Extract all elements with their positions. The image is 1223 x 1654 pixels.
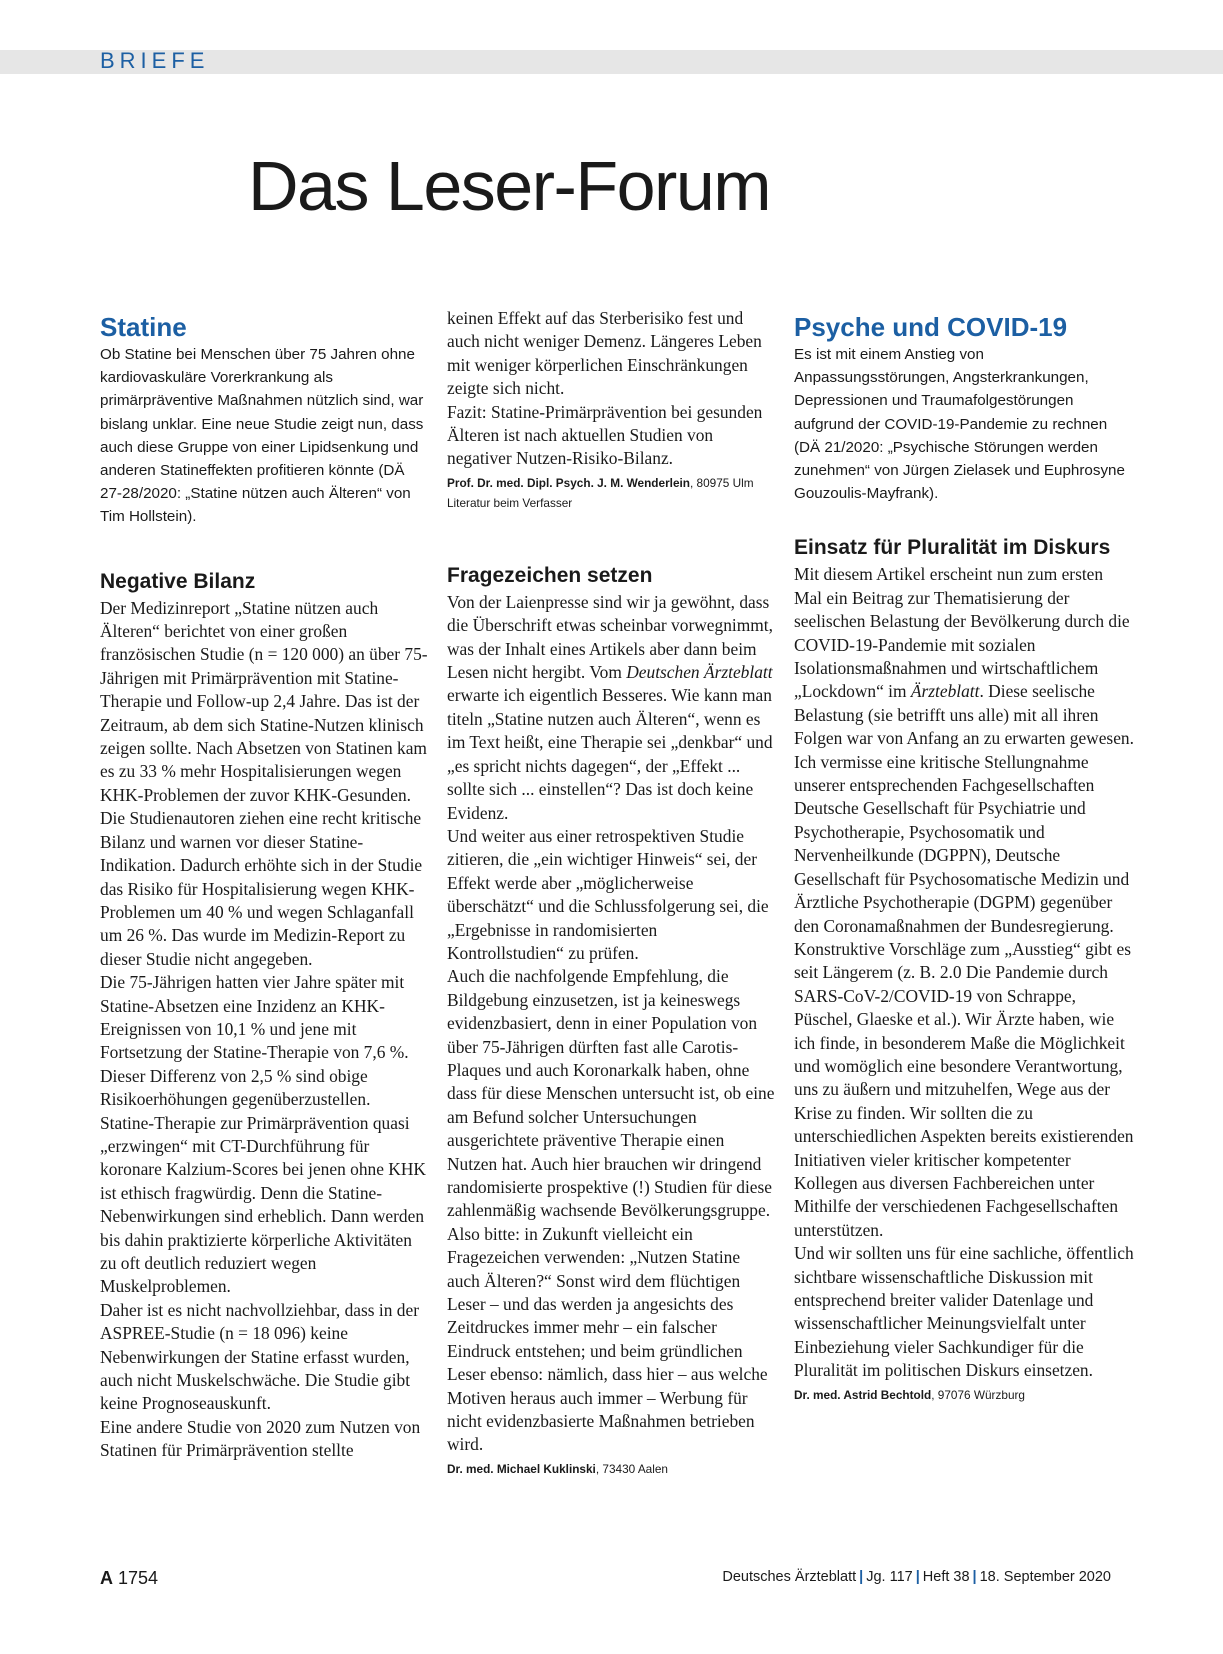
letter-paragraph: keinen Effekt auf das Sterberisiko fest und auch nicht weniger Demenz. Längeres Leben mit weniger körperlichen Einschränkungen zeigte sich nicht. (447, 308, 762, 399)
letter-paragraph: Der Medizinreport „Statine nützen auch Älteren“ berichtet von einer großen französischen Studie (n = 120 000) an über 75-Jährigen mit Primärprävention mit Statine-Therapie und Follow-up 2,4 Jahre. Das ist der Zeitraum, ab dem sich Statine-Nutzen klinisch zeigen sollte. Nach Absetzen von Statinen kam es zu 33 % mehr Hospitalisierungen wegen KHK-Problemen der zuvor KHK-Gesunden. Die Studienautoren ziehen eine recht kritische Bilanz und warnen vor dieser Statine-Indikation. Dadurch erhöhte sich in der Studie das Risiko für Hospitalisierung wegen KHK-Problemen um 40 % und wegen Schlaganfall um 26 %. Das wurde im Medizin-Report zu dieser Studie nicht angegeben. (100, 597, 428, 969)
signature (794, 1385, 1134, 1405)
letter-paragraph: Fazit: Statine-Primärprävention bei gesunden Älteren ist nach aktuellen Studien von negativer Nutzen-Risiko-Bilanz. (447, 401, 763, 469)
footer-separator: | (859, 1569, 864, 1585)
teaser-text-psyche: Es ist mit einem Anstieg von Anpassungsstörungen, Angsterkrankungen, Depressionen und Traumafolgestörungen aufgrund der COVID-19-Pandemie zu rechnen (DÄ 21/2020: „Psychische Störungen werden zunehmen“ von Jürgen Zielasek und Euphrosyne Gouzoulis-Mayfrank). (794, 346, 1125, 503)
journal-volume: Jg. 117 (866, 1569, 913, 1585)
letter-paragraph: Und weiter aus einer retrospektiven Studie zitieren, die „ein wichtiger Hinweis“ sei, der Effekt werde aber „möglicherweise überschätzt“ und die Schlussfolgerung sei, die „Ergebnisse in randomisierten Kontrollstudien“ zu prüfen. (447, 825, 769, 963)
letter-paragraph: Und wir sollten uns für eine sachliche, öffentlich sichtbare wissenschaftliche Diskussion mit entsprechend breiter valider Datenlage und wissenschaftlicher Meinungsvielfalt unter Einbeziehung vieler Sachkundiger für die Pluralität im politischen Diskurs einsetzen. (794, 1243, 1134, 1381)
signature-place: , 80975 Ulm (690, 475, 754, 490)
signature-place: , 73430 Aalen (595, 1461, 668, 1476)
journal-name-italic: Ärzteblatt (910, 681, 980, 702)
journal-issue: Heft 38 (922, 1569, 970, 1585)
footer-separator: | (972, 1569, 977, 1585)
letter-title-pluralitaet: Einsatz für Pluralität im Diskurs (794, 536, 1111, 560)
journal-name: Deutsches Ärzteblatt (722, 1569, 857, 1585)
signature (447, 473, 777, 493)
letter-paragraph: Daher ist es nicht nachvollziehbar, dass in der ASPREE-Studie (n = 18 096) keine Nebenwirkungen der Statine erfasst wurden, auch nicht Muskelschwäche. Die Studie gibt keine Prognoseauskunft. (100, 1299, 419, 1414)
journal-date: 18. September 2020 (979, 1569, 1111, 1585)
letter-paragraph: Mit diesem Artikel erscheint nun zum ersten Mal ein Beitrag zur Thematisierung der seelischen Belastung der Bevölkerung durch die COVID-19-Pandemie mit sozialen Isolationsmaßnahmen und wirtschaftlichem „Lockdown“ im Ärzteblatt. Diese seelische Belastung (sie betrifft uns alle) mit all ihren Folgen war von Anfang an zu erwarten gewesen. Ich vermisse eine kritische Stellungnahme unserer entsprechenden Fachgesellschaften Deutsche Gesellschaft für Psychiatrie und Psychotherapie, Psychosomatik und Nervenheilkunde (DGPPN), Deutsche Gesellschaft für Psychosomatische Medizin und Ärztliche Psychotherapie (DGPM) gegenüber den Coronamaßnahmen der Bundesregierung. Konstruktive Vorschläge zum „Ausstieg“ gibt es seit Längerem (z. B. 2.0 Die Pandemie durch SARS-CoV-2/COVID-19 von Schrappe, Püschel, Glaeske et al.). Wir Ärzte haben, wie ich finde, in besonderem Maße die Möglichkeit und womöglich eine besondere Verantwortung, uns zu äußern und mitzuhelfen, Wege aus der Krise zu finden. Wir sollten die zu unterschiedlichen Aspekten bereits existierenden Initiativen vieler kritischer kompetenter Kollegen aus diversen Fachbereichen unter Mithilfe der verschiedenen Fachgesellschaften unterstützen. (794, 564, 1134, 1240)
signature-name: Dr. med. Michael Kuklinski (447, 1461, 596, 1476)
column-3 (794, 311, 1134, 1405)
section-label: BRIEFE (100, 48, 210, 73)
teaser-text-statine: Ob Statine bei Menschen über 75 Jahren ohne kardiovaskuläre Vorerkrankung als primärpräventive Maßnahmen nützlich sind, war bislang unklar. Eine neue Studie zeigt nun, dass auch diese Gruppe von einer Lipidsenkung und anderen Statineffekten profitieren könnte (DÄ 27-28/2020: „Statine nützen auch Älteren“ von Tim Hollstein). (100, 346, 424, 526)
letter-paragraph: Statine-Therapie zur Primärprävention quasi „erzwingen“ mit CT-Durchführung für koronare Kalzium-Scores bei jenen ohne KHK ist ethisch fragwürdig. Denn die Statine-Nebenwirkungen sind erheblich. Dann werden bis dahin praktizierte körperliche Aktivitäten zu oft deutlich reduziert wegen Muskelproblemen. (100, 1112, 426, 1297)
signature-place: , 97076 Würzburg (931, 1387, 1025, 1402)
letter-paragraph: Also bitte: in Zukunft vielleicht ein Fragezeichen verwenden: „Nutzen Statine auch Älteren?“ Sonst wird dem flüchtigen Leser – und das werden ja angesichts des Zeitdruckes immer mehr – ein falscher Eindruck entstehen; und beim gründlichen Leser ebenso: nämlich, dass hier – aus welche Motiven heraus auch immer – Werbung für nicht evidenzbasierte Maßnahmen betrieben wird. (447, 1223, 768, 1455)
page-number: A 1754 (100, 1568, 159, 1588)
teaser-title-psyche: Psyche und COVID-19 (794, 312, 1068, 342)
letter-title-fragezeichen: Fragezeichen setzen (447, 563, 653, 587)
page-title: Das Leser-Forum (248, 147, 771, 225)
letter-paragraph: Die 75-Jährigen hatten vier Jahre später mit Statine-Absetzen eine Inzidenz an KHK-Ereignissen von 10,1 % und jene mit Fortsetzung der Statine-Therapie von 7,6 %. Dieser Differenz von 2,5 % sind obige Risikoerhöhungen gegenüberzustellen. (100, 972, 409, 1110)
signature-name: Prof. Dr. med. Dipl. Psych. J. M. Wenderlein (447, 475, 690, 490)
column-1 (100, 311, 430, 1463)
journal-name-italic: Deutschen Ärzteblatt (626, 662, 773, 683)
column-2 (447, 307, 777, 1479)
letter-paragraph: Von der Laienpresse sind wir ja gewöhnt, dass die Überschrift etwas scheinbar vorwegnimmt, was der Inhalt eines Artikels aber dann beim Lesen nicht hergibt. Vom Deutschen Ärzteblatt erwarte ich eigentlich Besseres. Wie kann man titeln „Statine nutzen auch Älteren“, wenn es im Text heißt, eine Therapie sei „denkbar“ und „es spricht nichts dagegen“, der „Effekt ... sollte sich ... einstellen“? Das ist doch keine Evidenz. (447, 591, 773, 823)
teaser-title-statine: Statine (100, 312, 187, 342)
footer-separator: | (915, 1569, 920, 1585)
literature-note: Literatur beim Verfasser (447, 495, 573, 510)
letter-paragraph: Eine andere Studie von 2020 zum Nutzen von Statinen für Primärprävention stellte (100, 1416, 421, 1461)
signature (447, 1459, 777, 1479)
journal-footer (722, 1569, 1111, 1585)
letter-title-negative-bilanz: Negative Bilanz (100, 569, 256, 593)
signature-name: Dr. med. Astrid Bechtold (794, 1387, 932, 1402)
letter-paragraph: Auch die nachfolgende Empfehlung, die Bildgebung einzusetzen, ist ja keineswegs evidenzbasiert, denn in einer Population von über 75-Jährigen dürften fast alle Carotis-Plaques und auch Koronarkalk haben, ohne dass für diese Menschen untersucht ist, ob eine am Befund solcher Untersuchungen ausgerichtete präventive Therapie einen Nutzen hat. Auch hier brauchen wir dringend randomisierte prospektive (!) Studien für diese zahlenmäßig wachsende Bevölkerungsgruppe. (447, 966, 775, 1221)
